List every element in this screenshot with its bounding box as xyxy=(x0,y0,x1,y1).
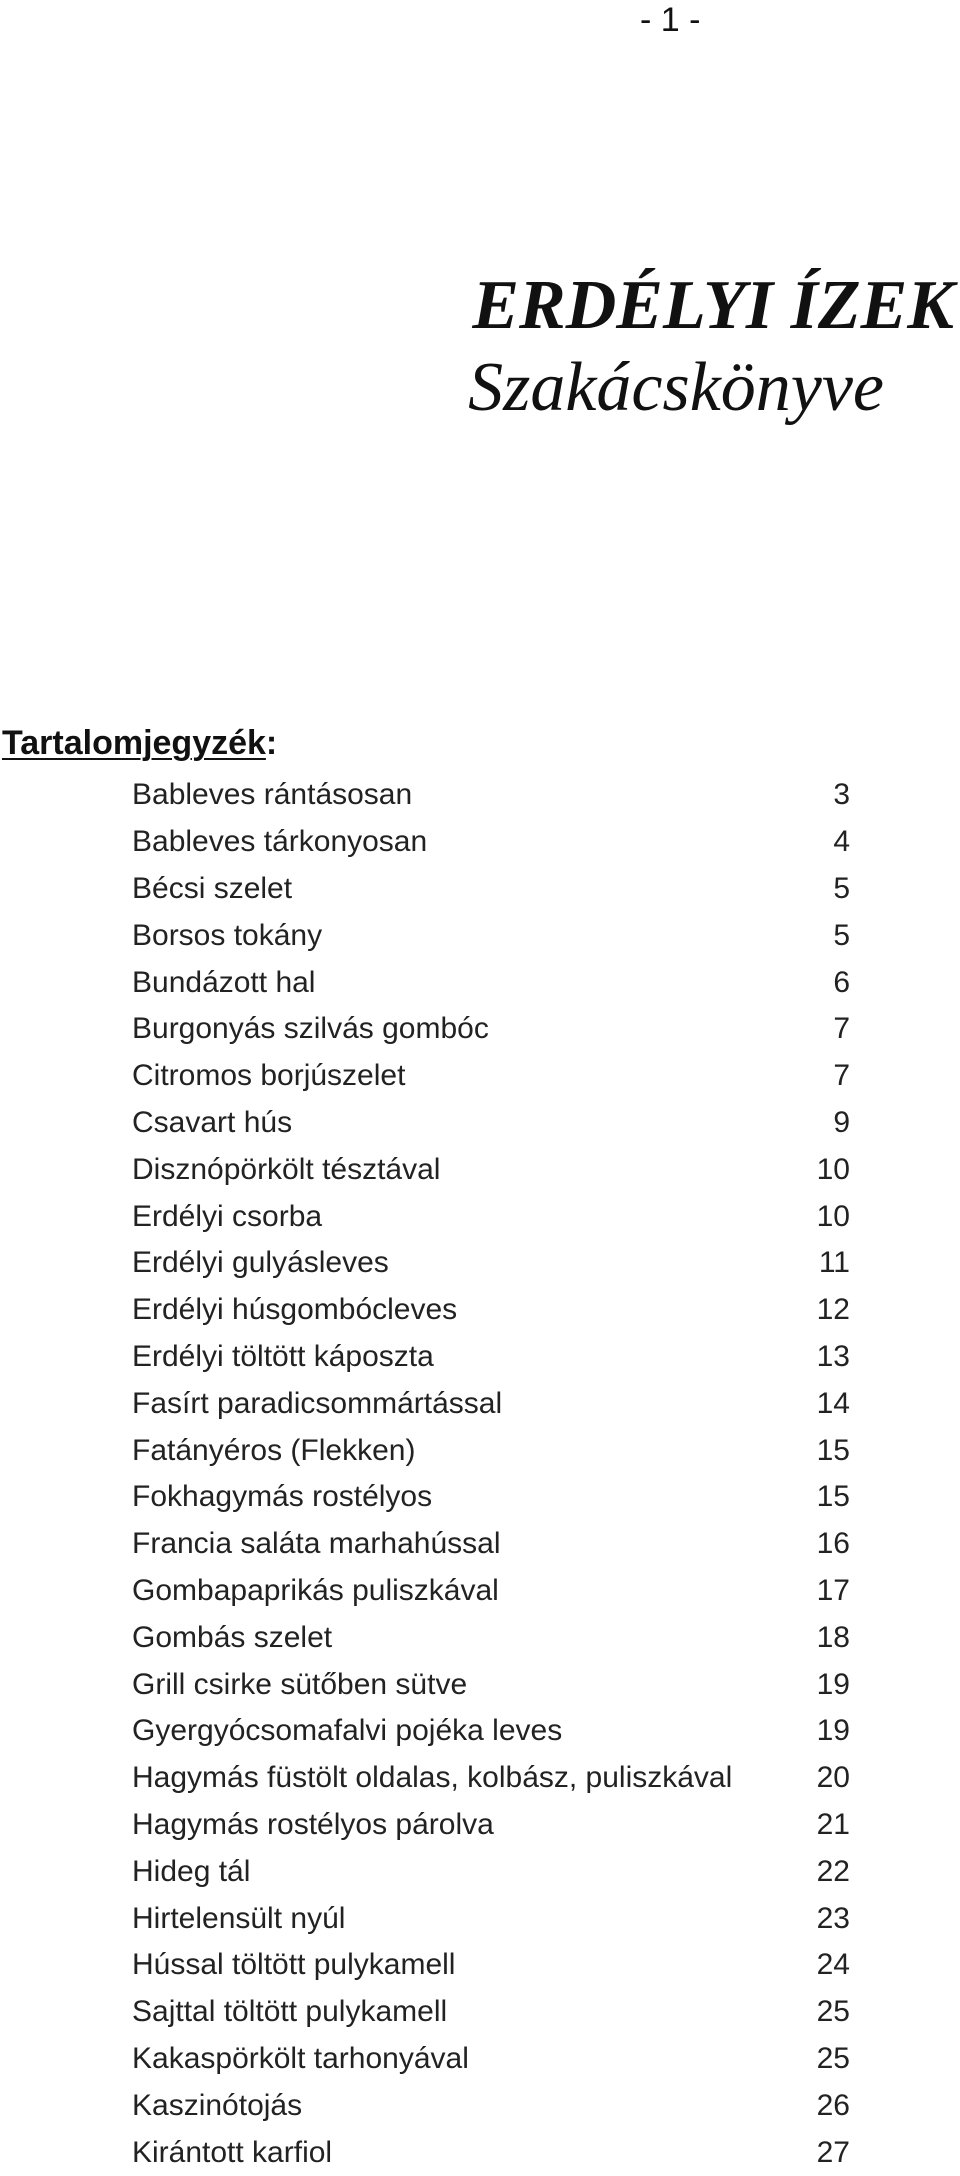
toc-entry[interactable] xyxy=(132,1053,850,1100)
toc-entry[interactable] xyxy=(132,959,850,1006)
toc-entry-title: Gombapaprikás puliszkával xyxy=(132,1573,499,1607)
toc-entry-title: Hússal töltött pulykamell xyxy=(132,1948,456,1982)
toc-entry[interactable] xyxy=(132,1568,850,1615)
toc-entry-page: 22 xyxy=(816,1854,850,1888)
toc-entry[interactable] xyxy=(132,866,850,913)
toc-entry-title: Bécsi szelet xyxy=(132,871,293,905)
toc-entry-page: 15 xyxy=(816,1480,850,1514)
toc-entry-page: 5 xyxy=(833,871,850,905)
toc-entry-page: 6 xyxy=(833,965,850,999)
toc-entry-title: Gombás szelet xyxy=(132,1620,333,1654)
toc-entry-title: Kirántott karfiol xyxy=(132,2135,333,2169)
toc-entry[interactable] xyxy=(132,1614,850,1661)
toc-entry-title: Hideg tál xyxy=(132,1854,251,1888)
toc-entry[interactable] xyxy=(132,1334,850,1381)
toc-entry[interactable] xyxy=(132,772,850,819)
toc-entry-title: Fokhagymás rostélyos xyxy=(132,1480,433,1514)
toc-entry-page: 5 xyxy=(833,918,850,952)
toc-entry[interactable] xyxy=(132,1661,850,1708)
toc-entry-title: Erdélyi húsgombócleves xyxy=(132,1293,458,1327)
toc-entry[interactable] xyxy=(132,1006,850,1053)
toc-entry-page: 15 xyxy=(816,1433,850,1467)
toc-entry[interactable] xyxy=(132,1474,850,1521)
toc-entry[interactable] xyxy=(132,1802,850,1849)
toc-entry-title: Bableves rántásosan xyxy=(132,778,413,812)
toc-entry-title: Disznópörkölt tésztával xyxy=(132,1152,441,1186)
toc-entry-page: 7 xyxy=(833,1012,850,1046)
toc-entry[interactable] xyxy=(132,1521,850,1568)
toc-entry-page: 7 xyxy=(833,1059,850,1093)
book-subtitle: Szakácskönyve xyxy=(468,349,884,426)
toc-entry-title: Erdélyi töltött káposzta xyxy=(132,1339,434,1373)
toc-entry-title: Burgonyás szilvás gombóc xyxy=(132,1012,489,1046)
toc-entry[interactable] xyxy=(132,1193,850,1240)
toc-entry[interactable] xyxy=(132,1240,850,1287)
toc-entry-page: 12 xyxy=(816,1293,850,1327)
toc-entry[interactable] xyxy=(132,1989,850,2036)
toc-entry[interactable] xyxy=(132,1427,850,1474)
toc-entry-title: Sajttal töltött pulykamell xyxy=(132,1995,448,2029)
toc-entry-page: 10 xyxy=(816,1152,850,1186)
toc-entry-page: 24 xyxy=(816,1948,850,1982)
toc-entry-page: 9 xyxy=(833,1105,850,1139)
toc-entry-title: Hirtelensült nyúl xyxy=(132,1901,346,1935)
toc-entry-title: Erdélyi gulyásleves xyxy=(132,1246,389,1280)
toc-entry[interactable] xyxy=(132,1380,850,1427)
toc-entry[interactable] xyxy=(132,1100,850,1147)
toc-entry-title: Gyergyócsomafalvi pojéka leves xyxy=(132,1714,563,1748)
toc-entry[interactable] xyxy=(132,1708,850,1755)
toc-heading xyxy=(2,722,277,764)
toc-entry-title: Kakaspörkölt tarhonyával xyxy=(132,2041,469,2075)
toc-heading-label: Tartalomjegyzék xyxy=(2,724,266,762)
toc-entry[interactable] xyxy=(132,1848,850,1895)
toc-heading-colon: : xyxy=(265,724,278,762)
toc-entry-page: 19 xyxy=(816,1714,850,1748)
toc-entry-page: 27 xyxy=(816,2135,850,2169)
toc-entry[interactable] xyxy=(132,1942,850,1989)
toc-entry-page: 20 xyxy=(816,1761,850,1795)
toc-entry[interactable] xyxy=(132,2036,850,2083)
toc-entry-title: Csavart hús xyxy=(132,1105,293,1139)
toc-entry[interactable] xyxy=(132,1895,850,1942)
toc-entry-title: Fasírt paradicsommártással xyxy=(132,1386,503,1420)
toc-entry-title: Kaszinótojás xyxy=(132,2088,303,2122)
page-number: - 1 - xyxy=(640,1,701,39)
toc-entry[interactable] xyxy=(132,912,850,959)
toc-entry[interactable] xyxy=(132,1287,850,1334)
toc-entry[interactable] xyxy=(132,819,850,866)
toc-entry-title: Bableves tárkonyosan xyxy=(132,825,428,859)
toc-entry-page: 19 xyxy=(816,1667,850,1701)
toc-entry-title: Francia saláta marhahússal xyxy=(132,1527,501,1561)
toc-entry[interactable] xyxy=(132,2129,850,2176)
toc-entry-title: Fatányéros (Flekken) xyxy=(132,1433,416,1467)
toc-entry-page: 14 xyxy=(816,1386,850,1420)
toc-entry-page: 11 xyxy=(818,1246,850,1280)
toc-entry-title: Borsos tokány xyxy=(132,918,323,952)
toc-entry-page: 21 xyxy=(816,1807,850,1841)
toc-entry-page: 3 xyxy=(833,778,850,812)
toc-entry-title: Bundázott hal xyxy=(132,965,316,999)
toc-entry[interactable] xyxy=(132,1755,850,1802)
toc-entry-page: 18 xyxy=(816,1620,850,1654)
toc-entry-title: Hagymás rostélyos párolva xyxy=(132,1807,494,1841)
book-title: ERDÉLYI ÍZEK xyxy=(472,267,954,344)
toc-entry[interactable] xyxy=(132,1146,850,1193)
toc-entry-page: 23 xyxy=(816,1901,850,1935)
toc-list xyxy=(132,772,850,2176)
toc-entry-page: 17 xyxy=(816,1573,850,1607)
toc-entry-page: 26 xyxy=(816,2088,850,2122)
toc-entry-page: 13 xyxy=(816,1339,850,1373)
toc-entry[interactable] xyxy=(132,2082,850,2129)
toc-entry-title: Hagymás füstölt oldalas, kolbász, puliszkával xyxy=(132,1761,733,1795)
toc-entry-page: 4 xyxy=(833,825,850,859)
toc-entry-title: Grill csirke sütőben sütve xyxy=(132,1667,468,1701)
toc-entry-title: Erdélyi csorba xyxy=(132,1199,323,1233)
toc-entry-title: Citromos borjúszelet xyxy=(132,1059,406,1093)
toc-entry-page: 25 xyxy=(816,2041,850,2075)
toc-entry-page: 25 xyxy=(816,1995,850,2029)
toc-entry-page: 10 xyxy=(816,1199,850,1233)
toc-entry-page: 16 xyxy=(816,1527,850,1561)
